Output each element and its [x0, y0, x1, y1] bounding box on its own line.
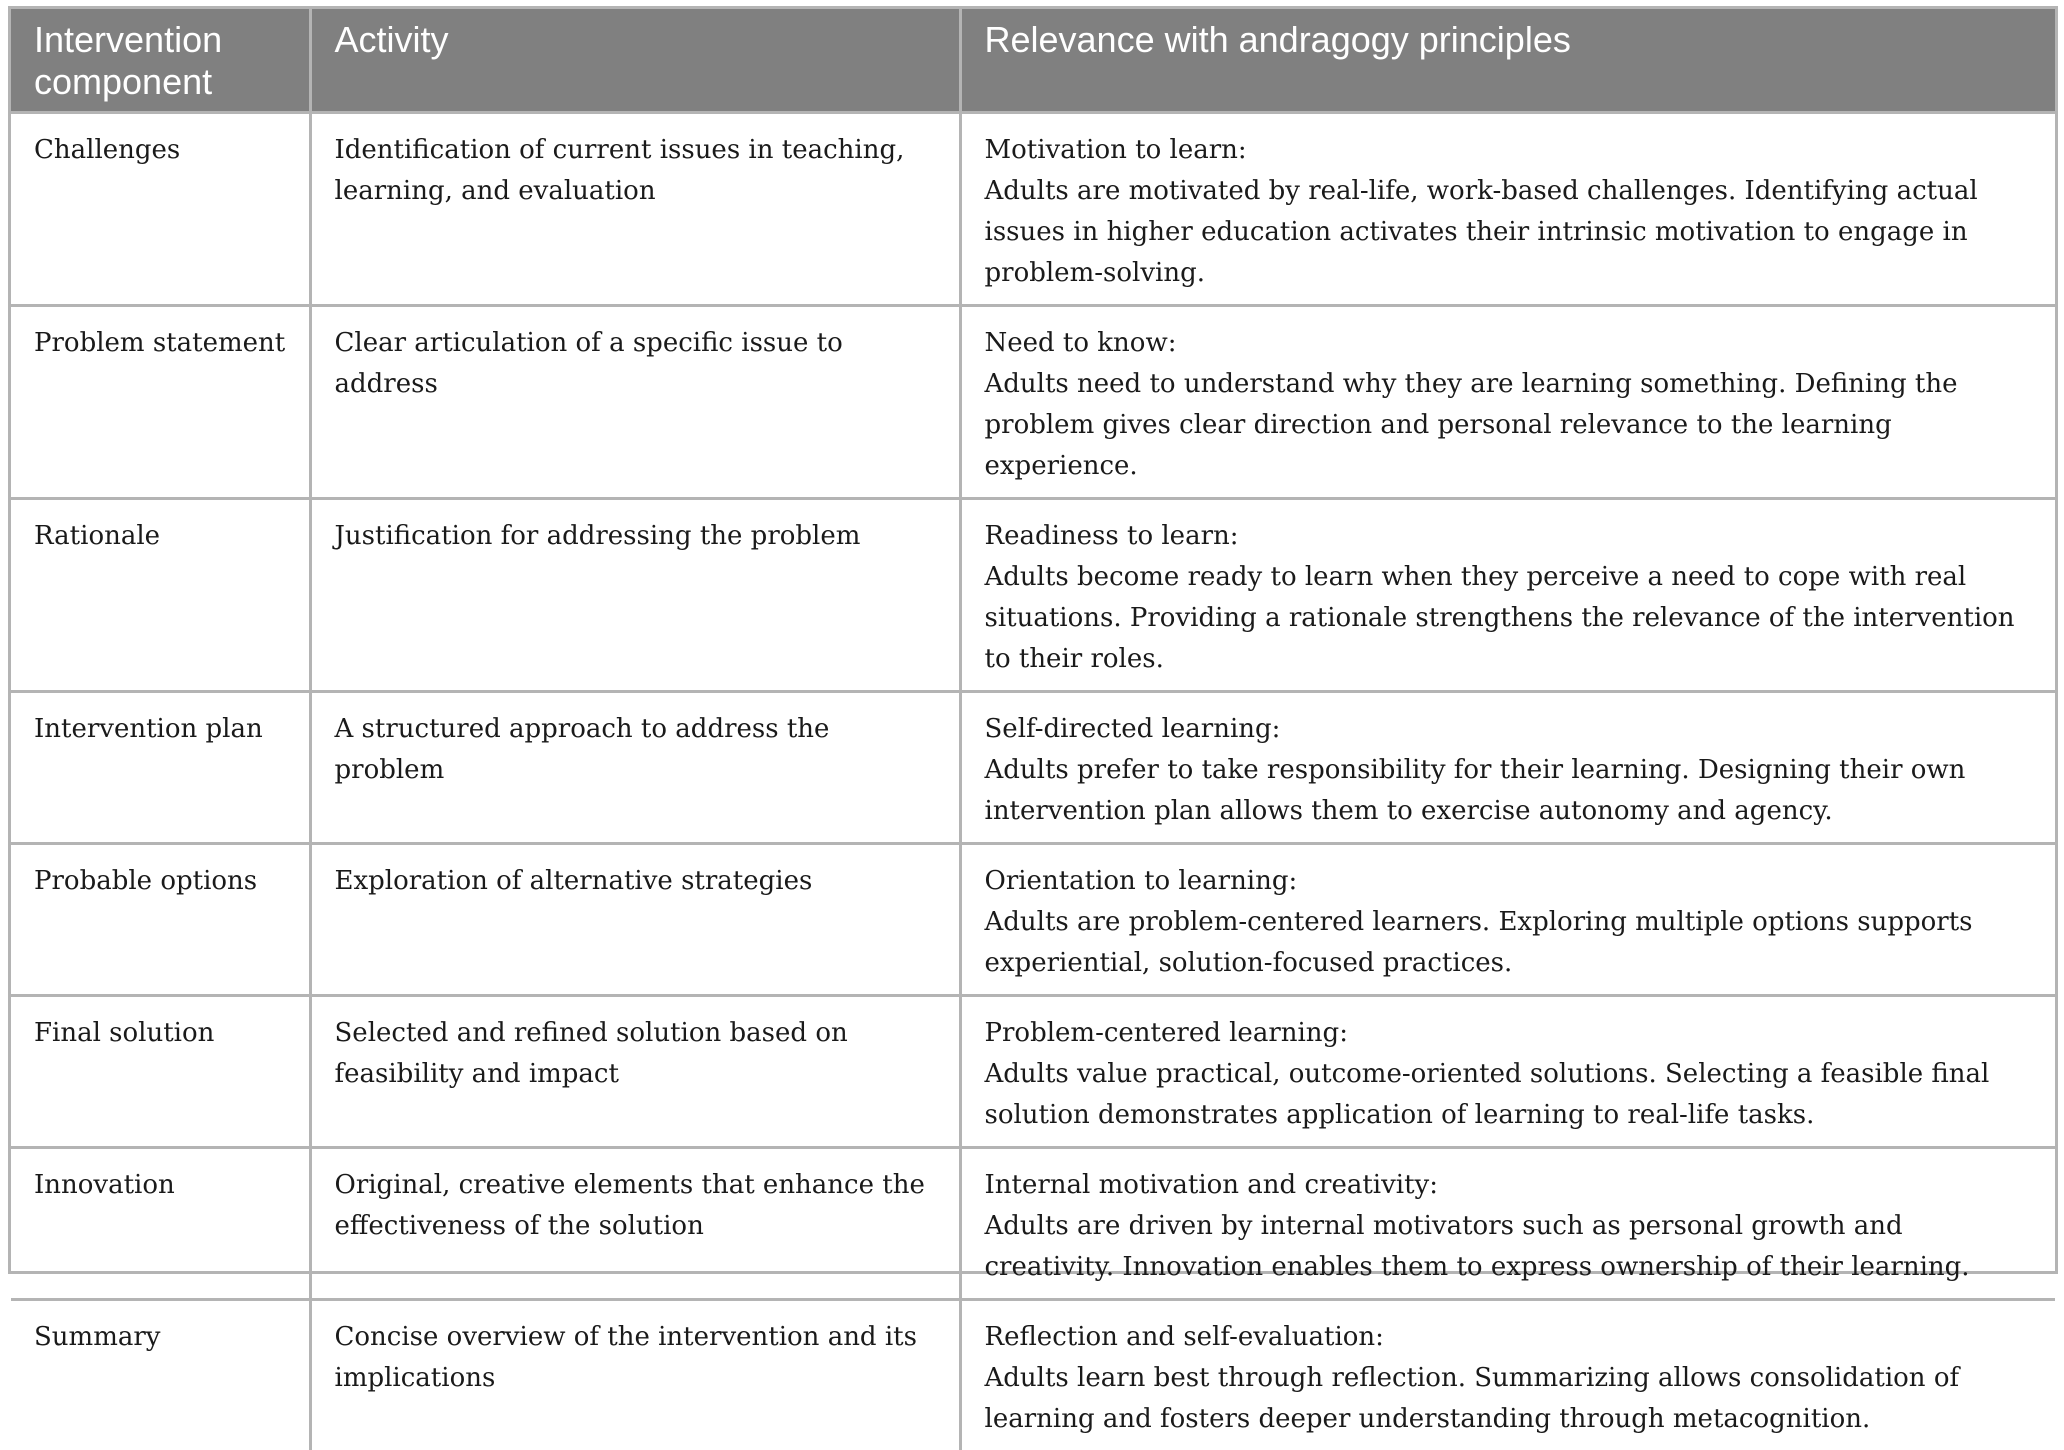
cell-component: Probable options — [11, 844, 310, 996]
cell-activity: Selected and refined solution based on feasibility and impact — [310, 996, 960, 1148]
cell-component: Rationale — [11, 499, 310, 692]
cell-relevance — [960, 499, 2055, 692]
principle-title: Reflection and self-evaluation: — [985, 1317, 2036, 1358]
header-relevance: Relevance with andragogy principles — [960, 9, 2055, 113]
cell-activity: Exploration of alternative strategies — [310, 844, 960, 996]
cell-component: Final solution — [11, 996, 310, 1148]
cell-relevance — [960, 306, 2055, 499]
principle-description: Adults are motivated by real-life, work-based challenges. Identifying actual issues in higher education activates their intrinsic motivation to engage in problem-solving. — [985, 171, 2036, 294]
principle-description: Adults learn best through reflection. Summarizing allows consolidation of learning and fosters deeper understanding through metacognition. — [985, 1358, 2036, 1440]
principle-description: Adults need to understand why they are learning something. Defining the problem gives clear direction and personal relevance to the learning experience. — [985, 364, 2036, 487]
cell-relevance — [960, 692, 2055, 844]
table-row — [11, 113, 2055, 306]
table-row — [11, 306, 2055, 499]
cell-relevance — [960, 844, 2055, 996]
header-row — [11, 9, 2055, 113]
table-row — [11, 1148, 2055, 1300]
table-row — [11, 692, 2055, 844]
principle-description: Adults value practical, outcome-oriented solutions. Selecting a feasible final solution demonstrates application of learning to real-life tasks. — [985, 1054, 2036, 1136]
header-intervention-component: Intervention component — [11, 9, 310, 113]
cell-activity: Original, creative elements that enhance the effectiveness of the solution — [310, 1148, 960, 1300]
cell-activity: A structured approach to address the problem — [310, 692, 960, 844]
cell-relevance — [960, 113, 2055, 306]
andragogy-table — [11, 9, 2055, 1450]
cell-relevance — [960, 1300, 2055, 1450]
header-activity: Activity — [310, 9, 960, 113]
principle-description: Adults are driven by internal motivators such as personal growth and creativity. Innovation enables them to express ownership of their learning. — [985, 1206, 2036, 1288]
table-row — [11, 1300, 2055, 1450]
principle-description: Adults prefer to take responsibility for their learning. Designing their own intervention plan allows them to exercise autonomy and agency. — [985, 750, 2036, 832]
cell-component: Problem statement — [11, 306, 310, 499]
principle-title: Internal motivation and creativity: — [985, 1165, 2036, 1206]
cell-component: Challenges — [11, 113, 310, 306]
andragogy-table-container — [8, 6, 2058, 1274]
principle-title: Need to know: — [985, 323, 2036, 364]
principle-title: Problem-centered learning: — [985, 1013, 2036, 1054]
principle-description: Adults become ready to learn when they perceive a need to cope with real situations. Providing a rationale strengthens the relevance of the intervention to their roles. — [985, 557, 2036, 680]
cell-component: Intervention plan — [11, 692, 310, 844]
principle-title: Motivation to learn: — [985, 130, 2036, 171]
cell-relevance — [960, 996, 2055, 1148]
table-row — [11, 996, 2055, 1148]
principle-title: Readiness to learn: — [985, 516, 2036, 557]
cell-component: Summary — [11, 1300, 310, 1450]
cell-component: Innovation — [11, 1148, 310, 1300]
table-row — [11, 499, 2055, 692]
principle-title: Orientation to learning: — [985, 861, 2036, 902]
table-header — [11, 9, 2055, 113]
table-row — [11, 844, 2055, 996]
table-body — [11, 113, 2055, 1450]
cell-activity: Justification for addressing the problem — [310, 499, 960, 692]
principle-description: Adults are problem-centered learners. Exploring multiple options supports experiential, solution-focused practices. — [985, 902, 2036, 984]
cell-activity: Identification of current issues in teaching, learning, and evaluation — [310, 113, 960, 306]
cell-activity: Clear articulation of a specific issue to address — [310, 306, 960, 499]
cell-activity: Concise overview of the intervention and its implications — [310, 1300, 960, 1450]
cell-relevance — [960, 1148, 2055, 1300]
principle-title: Self-directed learning: — [985, 709, 2036, 750]
